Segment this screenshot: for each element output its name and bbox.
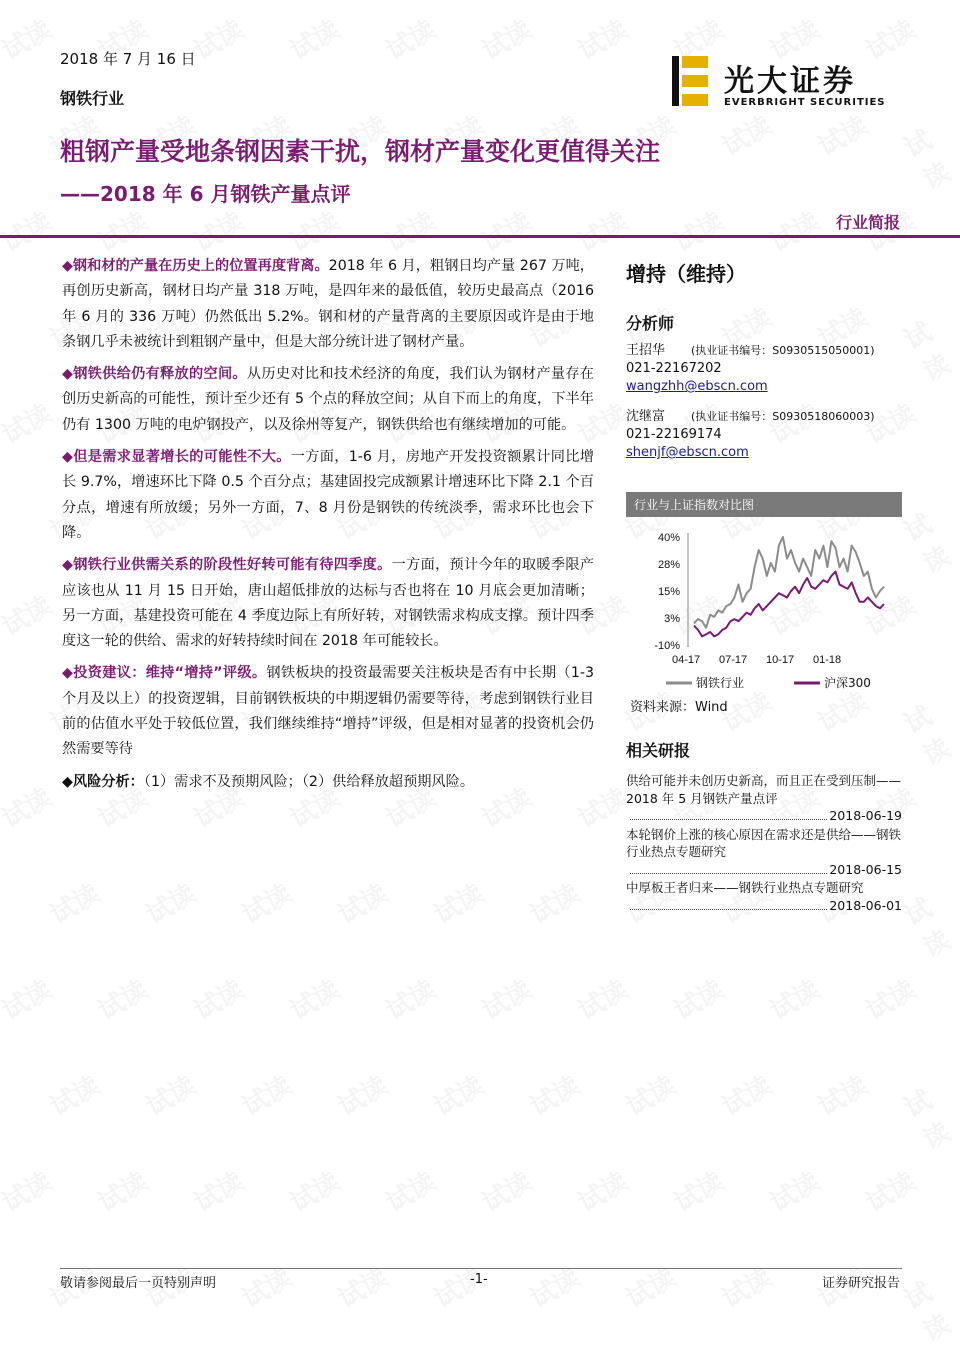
paragraph-body: 2018 年 6 月，粗钢日均产量 267 万吨，再创历史新高，钢材日均产量 318 万吨，是四年来的最低值，较历史最高点（2016 年 6 月的 336 万吨）仍然低出 5.2%。钢和材的产量背离的主要原因或许是由于地条钢几乎未被统计到粗钢产量中，但是大部分统计进了钢材产量。 [62,258,594,350]
watermark-text [0,777,58,835]
footer-disclaimer: 敬请参阅最后一页特别声明 [60,1276,217,1291]
footer-divider [60,1268,902,1269]
related-title: 本轮钢价上涨的核心原因在需求还是供给——钢铁行业热点专题研究 [626,826,902,859]
watermark-text [426,1065,490,1123]
logo-mark-icon [672,56,708,106]
watermark-text [897,109,960,197]
report-title: 粗钢产量受地条钢因素干扰，钢材产量变化更值得关注 [60,137,661,166]
paragraph-body: 从历史对比和技术经济的角度，我们认为钢材产量存在创历史新高的可能性，预计至少还有 5 个点的释放空间；从自下而上的角度，下半年仍有 1300 万吨的电炉钢投产，以及徐州等复产，钢铁供给也有继续增加的可能。 [62,366,594,433]
watermark-text [618,1065,682,1123]
paragraph-lead: ◆钢和材的产量在历史上的位置再度背离。 [62,258,329,274]
x-tick-label: 10-17 [766,654,795,666]
watermark-text [570,969,634,1027]
page-number: -1- [470,1272,488,1287]
x-tick-label: 04-17 [672,654,701,666]
paragraph-3 [62,445,594,546]
watermark-text [186,969,250,1027]
sidebar [626,258,902,474]
watermark-text [42,873,106,931]
y-tick-label: -10% [654,640,680,652]
watermark-text [474,201,538,259]
paragraph-4 [62,553,594,654]
analyst-phone: 021-22167202 [626,361,722,376]
analyst-cert: (执业证书编号：S0930515050001) [691,344,875,357]
watermark-text [474,1161,538,1219]
watermark-text [234,1257,298,1315]
related-reports [626,772,902,915]
watermark-text [858,969,922,1027]
watermark-text [90,201,154,259]
watermark-text [666,969,730,1027]
watermark-text [762,201,826,259]
watermark-text [570,201,634,259]
legend-label: 钢铁行业 [696,676,745,690]
rating: 增持（维持） [626,262,746,286]
watermark-text [522,873,586,931]
related-title: 供给可能并未创历史新高，而且正在受到压制——2018 年 5 月钢铁产量点评 [626,773,902,806]
legend-label: 沪深300 [824,676,871,690]
comparison-chart [626,492,902,722]
watermark-text [90,969,154,1027]
watermark-text [42,1065,106,1123]
watermark-text [330,873,394,931]
watermark-text [897,877,960,965]
paragraph-body: 一方面，1-6 月，房地产开发投资额累计同比增长 9.7%，增速环比下降 0.5 个百分点；基建固投完成额累计增速环比下降 2.1 个百分点，增速有所放缓；另外一方面，7、8 月份是钢铁的传统淡季，需求环比也会下降。 [62,449,594,541]
analyst-name: 王招华 [626,343,666,358]
watermark-text [810,105,874,163]
related-report[interactable] [626,772,902,825]
paragraph-lead: ◆风险分析： [62,773,144,790]
analyst-name: 沈继富 [626,409,666,424]
watermark-text [714,105,778,163]
watermark-text [897,301,960,389]
analyst-phone: 021-22169174 [626,427,722,442]
related-report[interactable] [626,826,902,879]
watermark-text [282,9,346,67]
related-heading: 相关研报 [626,741,691,760]
related-report[interactable] [626,879,902,914]
paragraph-lead: ◆投资建议：维持“增持”评级。 [62,665,267,682]
watermark-text [186,1161,250,1219]
watermark-text [138,873,202,931]
watermark-text [714,1065,778,1123]
chart-source: 资料来源：Wind [630,700,728,715]
watermark-text [186,201,250,259]
paragraph-lead: ◆钢铁行业供需关系的阶段性好转可能有待四季度。 [62,557,392,574]
related-date: 2018-06-01 [829,897,902,913]
y-tick-label: 40% [657,532,680,544]
analyst-email[interactable]: shenjf@ebscn.com [626,445,749,460]
industry-label: 钢铁行业 [60,89,125,108]
x-tick-label: 07-17 [719,654,748,666]
watermark-text [282,201,346,259]
related-date: 2018-06-15 [829,861,902,877]
related-title: 中厚板王者归来——钢铁行业热点专题研究 [626,880,864,895]
watermark-text [666,201,730,259]
paragraph-lead: ◆钢铁供给仍有释放的空间。 [62,366,247,383]
watermark-text [897,1069,960,1157]
logo-chinese-name: 光大证券 [724,64,856,99]
footer-report-type: 证券研究报告 [821,1276,900,1291]
series-line [694,537,884,628]
watermark-text [762,1161,826,1219]
watermark-text [522,1257,586,1315]
watermark-text [378,9,442,67]
company-logo [672,56,902,112]
related-date: 2018-06-19 [829,808,902,823]
header-divider [0,235,960,238]
watermark-text [714,1257,778,1315]
paragraph-2 [62,362,594,438]
watermark-text [897,493,960,581]
watermark-text [522,1065,586,1123]
y-tick-label: 15% [657,586,680,598]
watermark-text [426,873,490,931]
y-tick-label: 3% [664,613,680,625]
watermark-text [570,9,634,67]
paragraph-body: （1）需求不及预期风险；（2）供给释放超预期风险。 [143,773,475,790]
chart-title: 行业与上证指数对比图 [626,492,902,517]
watermark-text [138,1065,202,1123]
watermark-text [378,201,442,259]
analyst-heading: 分析师 [626,314,675,333]
paragraph-6 [62,770,594,795]
analyst-cert: (执业证书编号：S0930518060003) [691,410,875,423]
logo-english-name: EVERBRIGHT SECURITIES [724,97,886,108]
watermark-text [282,969,346,1027]
paragraph-5 [62,661,594,762]
watermark-text [282,1161,346,1219]
document-type: 行业简报 [835,213,900,232]
watermark-text [0,969,58,1027]
chart-canvas [626,517,902,717]
analyst-email[interactable]: wangzhh@ebscn.com [626,379,768,394]
analyst-card [626,342,902,396]
watermark-text [0,585,58,643]
watermark-text [762,969,826,1027]
y-tick-label: 28% [657,559,680,571]
watermark-text [0,201,58,259]
watermark-text [0,393,58,451]
paragraph-body: 一方面，预计今年的取暖季限产应该也从 11 月 15 日开始，唐山超低排放的达标与否也将在 10 月底会更加清晰；另一方面，基建投资可能在 4 季度边际上有所好转，对钢铁需求构成支撑。预计四季度这一轮的供给、需求的好转持续时间在 2018 年可能较长。 [62,557,594,650]
report-subtitle: ——2018 年 6 月钢铁产量点评 [60,182,351,206]
watermark-text [666,1161,730,1219]
paragraph-body: 钢铁板块的投资最需要关注板块是否有中长期（1-3 个月及以上）的投资逻辑，目前钢铁板块的中期逻辑仍需要等待，考虑到钢铁行业目前的估值水平处于较低位置，我们继续维持“增持”评级，但是相对显著的投资机会仍然需要等待 [62,665,594,758]
watermark-text [234,873,298,931]
paragraph-1 [62,254,594,355]
watermark-text [90,1161,154,1219]
report-date: 2018 年 7 月 16 日 [60,50,196,68]
watermark-text [618,1257,682,1315]
watermark-text [378,969,442,1027]
x-tick-label: 01-18 [813,654,842,666]
watermark-text [0,9,58,67]
watermark-text [0,1161,58,1219]
watermark-text [858,1161,922,1219]
main-body [62,254,594,802]
paragraph-lead: ◆但是需求显著增长的可能性不大。 [62,449,291,466]
watermark-text [234,1065,298,1123]
watermark-text [330,1257,394,1315]
watermark-text [186,9,250,67]
analyst-card [626,408,902,462]
series-line [694,572,884,637]
watermark-text [474,9,538,67]
watermark-text [570,1161,634,1219]
watermark-text [897,1261,960,1349]
watermark-text [330,1065,394,1123]
watermark-text [378,1161,442,1219]
watermark-text [810,1065,874,1123]
watermark-text [897,685,960,773]
watermark-text [474,969,538,1027]
